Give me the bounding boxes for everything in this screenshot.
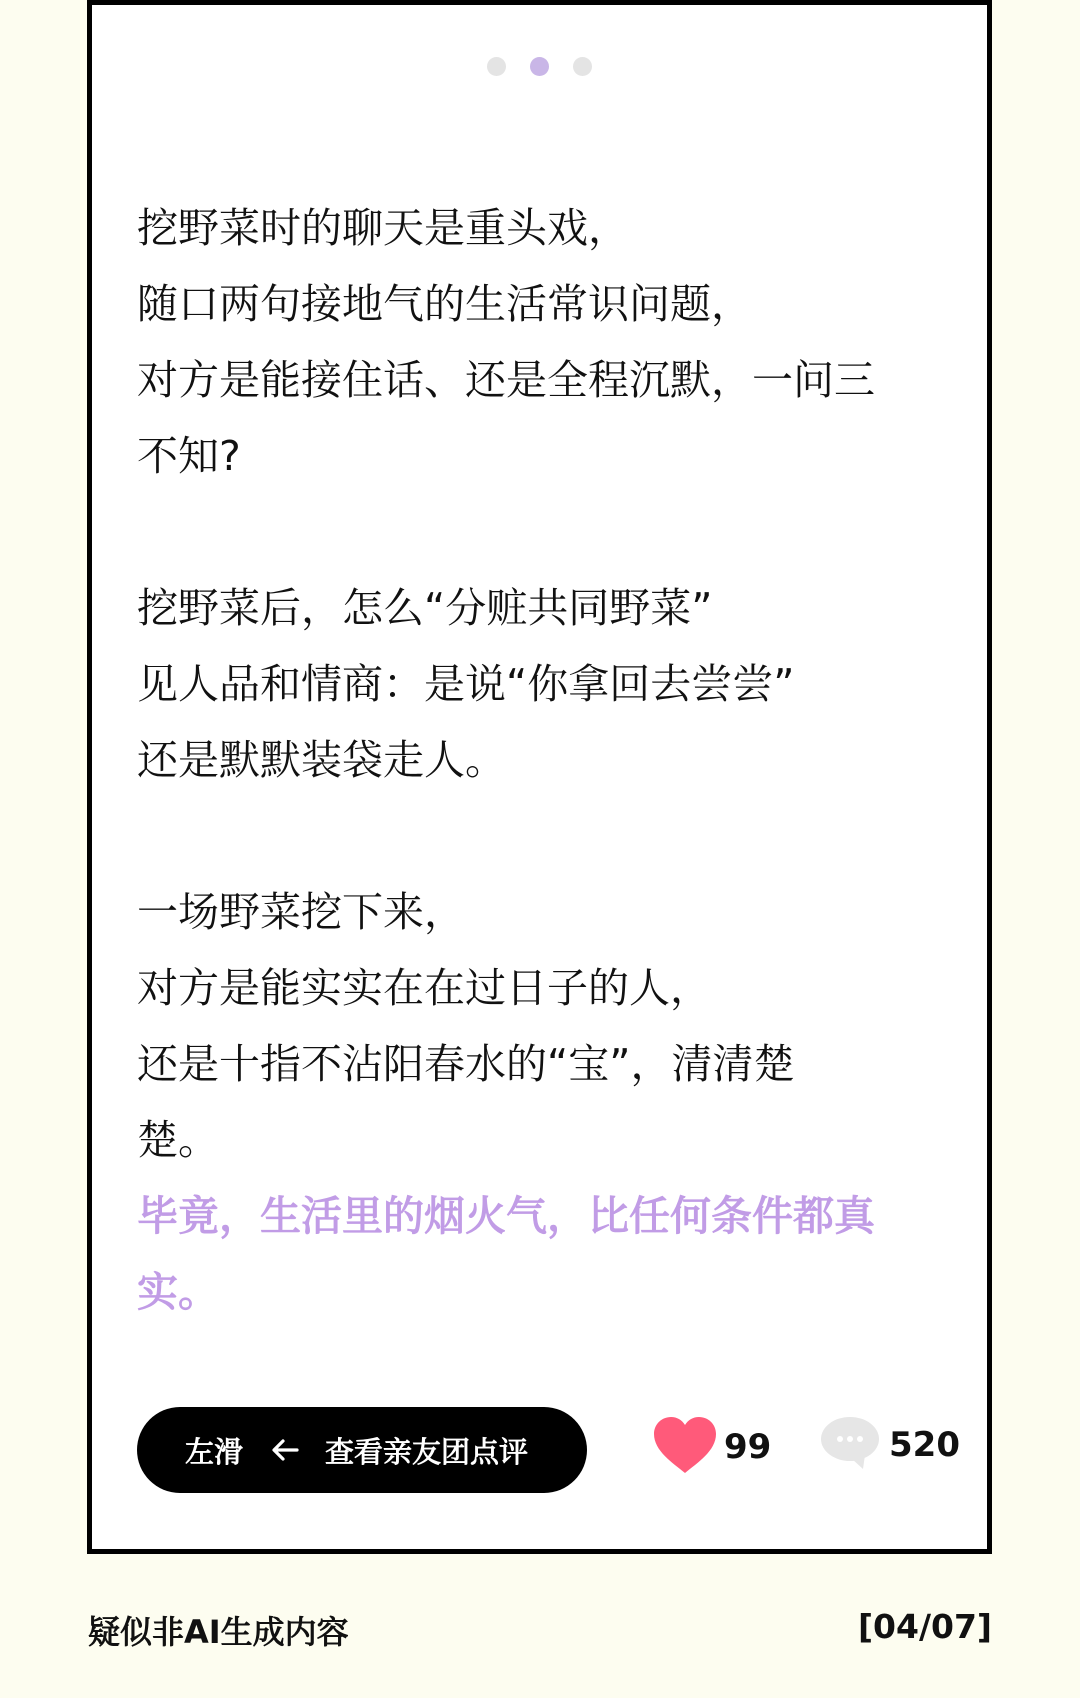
text-line: 见人品和情商：是说“你拿回去尝尝” [137,660,795,708]
post-card [87,0,992,1554]
text-line: 挖野菜时的聊天是重头戏， [137,204,629,252]
ai-disclaimer: 疑似非AI生成内容 [88,1613,349,1651]
text-line: 不知? [137,432,241,480]
heart-icon [652,1415,718,1479]
swipe-label: 左滑 [185,1434,244,1469]
arrow-left-icon [271,1438,299,1462]
view-comments-label: 查看亲友团点评 [325,1434,529,1469]
page-dot-2-active[interactable] [530,57,549,76]
text-line: 对方是能实实在在过日子的人， [137,964,711,1012]
page-indicator: [04/07] [857,1607,992,1646]
comment-count: 520 [889,1425,960,1465]
paragraph-2 [137,570,957,798]
text-line: 一场野菜挖下来， [137,888,465,936]
paragraph-3 [137,874,957,1178]
page-dots [92,57,987,76]
text-line: 楚。 [137,1116,219,1164]
like-button[interactable] [652,1415,771,1479]
highlight-line: 毕竟，生活里的烟火气，比任何条件都真 [137,1192,875,1240]
view-comments-button[interactable] [137,1407,587,1493]
text-line: 随口两句接地气的生活常识问题， [137,280,752,328]
page-dot-1[interactable] [487,57,506,76]
like-count: 99 [724,1427,772,1467]
paragraph-1 [137,190,957,494]
text-line: 还是十指不沾阳春水的“宝”，清清楚 [137,1040,795,1088]
text-line: 还是默默装袋走人。 [137,736,506,784]
highlight-paragraph [137,1178,957,1330]
text-line: 挖野菜后，怎么“分赃共同野菜” [137,584,713,632]
page-dot-3[interactable] [573,57,592,76]
text-line: 对方是能接住话、还是全程沉默，一问三 [137,356,875,404]
highlight-line: 实。 [137,1268,219,1316]
post-body [137,190,957,1330]
comment-button[interactable] [819,1415,960,1475]
comment-bubble-icon [819,1415,881,1475]
